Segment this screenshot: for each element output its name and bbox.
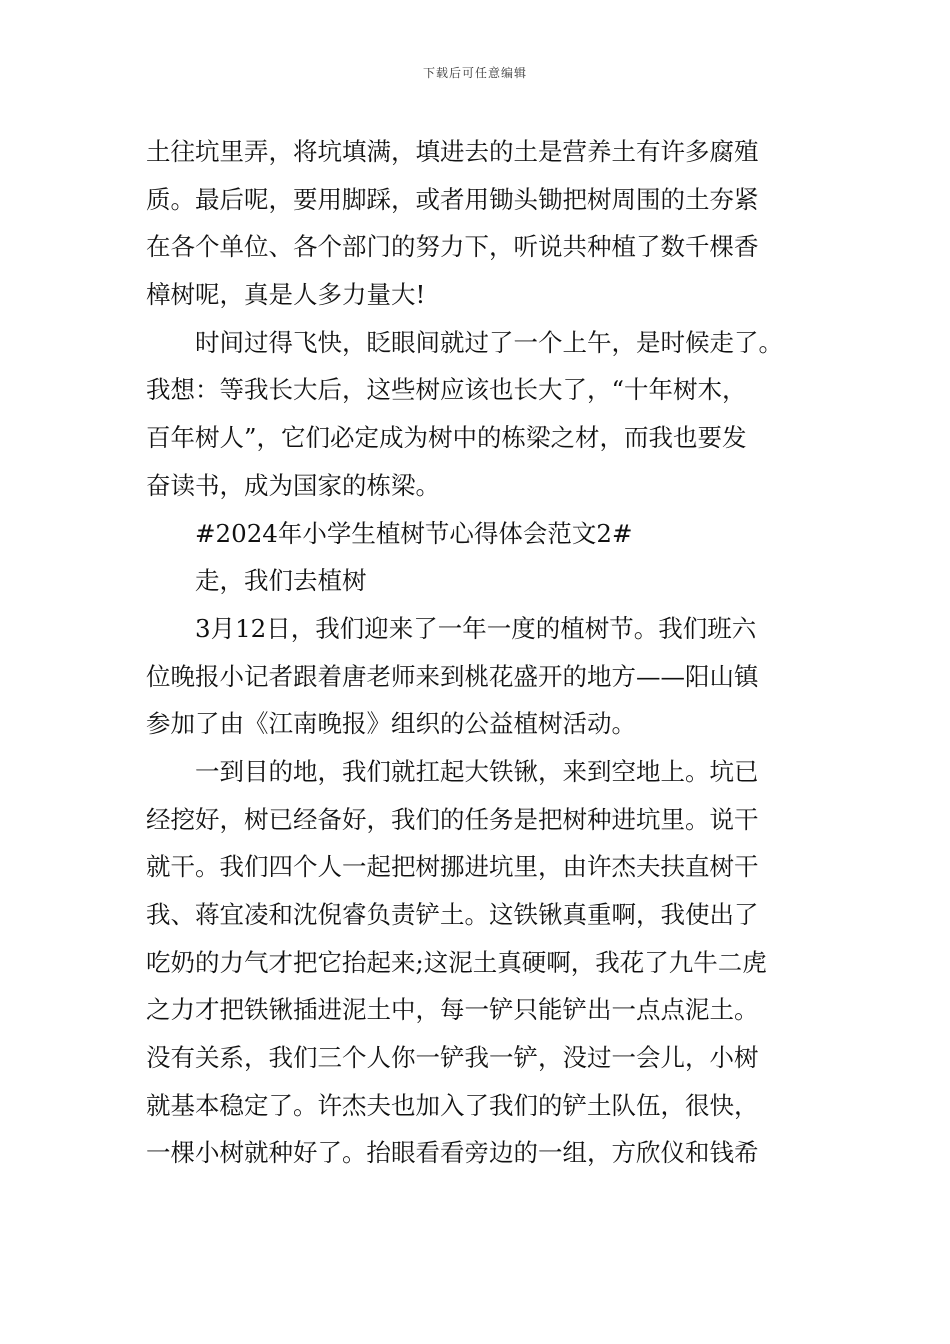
page-header: 下载后可任意编辑: [422, 66, 527, 80]
text-line: 百年树人”，它们必定成为树中的栋梁之材，而我也要发: [146, 423, 747, 453]
text-line: 3月12日，我们迎来了一年一度的植树节。我们班六: [195, 613, 757, 643]
text-line: 没有关系，我们三个人你一铲我一铲，没过一会儿，小树: [146, 1043, 759, 1073]
text-line: 参加了由《江南晚报》组织的公益植树活动。: [146, 709, 636, 739]
text-line: 就基本稳定了。许杰夫也加入了我们的铲土队伍，很快，: [146, 1090, 759, 1120]
text-line: 时间过得飞快，眨眼间就过了一个上午，是时候走了。: [195, 327, 783, 357]
text-line: 我、蒋宜凌和沈倪睿负责铲土。这铁锹真重啊，我使出了: [146, 900, 759, 929]
text-line: 吃奶的力气才把它抬起来;这泥土真硬啊，我花了九牛二虎: [146, 947, 767, 977]
text-line: 奋读书，成为国家的栋梁。: [146, 470, 440, 500]
document-body: [146, 128, 826, 1177]
text-line: #2024年小学生植树节心得体会范文2#: [195, 518, 633, 548]
text-line: 走，我们去植树: [195, 566, 367, 596]
text-line: 位晚报小记者跟着唐老师来到桃花盛开的地方——阳山镇: [146, 661, 759, 691]
text-line: 在各个单位、各个部门的努力下，听说共种植了数千棵香: [146, 232, 759, 262]
text-line: 一棵小树就种好了。抬眼看看旁边的一组，方欣仪和钱希: [146, 1138, 759, 1168]
text-line: 土往坑里弄，将坑填满，填进去的土是营养土有许多腐殖: [146, 137, 759, 166]
text-line: 经挖好，树已经备好，我们的任务是把树种进坑里。说干: [146, 804, 759, 834]
text-line: 樟树呢，真是人多力量大!: [146, 280, 426, 310]
text-line: 就干。我们四个人一起把树挪进坑里，由许杰夫扶直树干: [146, 852, 759, 882]
text-line: 我想：等我长大后，这些树应该也长大了，“十年树木，: [146, 375, 747, 405]
text-line: 之力才把铁锹插进泥土中，每一铲只能铲出一点点泥土。: [146, 995, 759, 1025]
text-line: 质。最后呢，要用脚踩，或者用锄头锄把树周围的土夯紧: [146, 184, 759, 214]
text-line: 一到目的地，我们就扛起大铁锹，来到空地上。坑已: [195, 756, 759, 786]
